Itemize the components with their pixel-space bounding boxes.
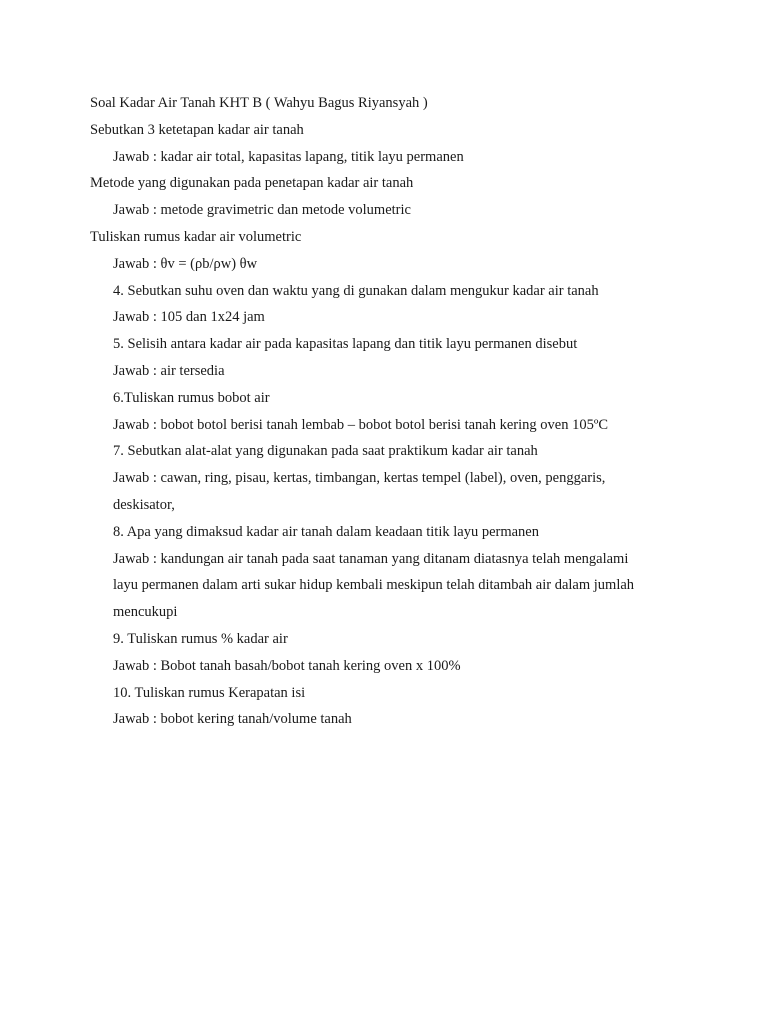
question-line: 7. Sebutkan alat-alat yang digunakan pada saat praktikum kadar air tanah	[113, 443, 538, 460]
document-body	[0, 90, 768, 733]
answer-line: Jawab : kadar air total, kapasitas lapang, titik layu permanen	[113, 148, 464, 165]
question-line: 6.Tuliskan rumus bobot air	[113, 389, 270, 406]
answer-line: Jawab : Bobot tanah basah/bobot tanah kering oven x 100%	[113, 657, 461, 674]
answer-line: Jawab : bobot kering tanah/volume tanah	[113, 711, 352, 728]
answer-line: Jawab : θv = (ρb/ρw) θw	[113, 255, 258, 272]
answer-line: Jawab : 105 dan 1x24 jam	[113, 309, 265, 326]
question-line: 9. Tuliskan rumus % kadar air	[113, 630, 288, 647]
answer-line-continued: layu permanen dalam arti sukar hidup kembali meskipun telah ditambah air dalam jumlah	[113, 577, 635, 594]
answer-line: Jawab : metode gravimetric dan metode volumetric	[113, 202, 411, 219]
question-line: 10. Tuliskan rumus Kerapatan isi	[113, 684, 306, 701]
answer-line: Jawab : kandungan air tanah pada saat tanaman yang ditanam diatasnya telah mengalami	[113, 550, 629, 567]
question-line: 5. Selisih antara kadar air pada kapasitas lapang dan titik layu permanen disebut	[113, 336, 578, 353]
answer-line-continued: deskisator,	[113, 496, 175, 513]
answer-line-continued: mencukupi	[113, 604, 178, 621]
document-title: Soal Kadar Air Tanah KHT B ( Wahyu Bagus Riyansyah )	[90, 95, 428, 111]
question-line: 4. Sebutkan suhu oven dan waktu yang di gunakan dalam mengukur kadar air tanah	[113, 282, 599, 299]
question-line: 8. Apa yang dimaksud kadar air tanah dalam keadaan titik layu permanen	[113, 523, 539, 540]
answer-line: Jawab : cawan, ring, pisau, kertas, timbangan, kertas tempel (label), oven, penggaris,	[113, 470, 606, 487]
question-line: Tuliskan rumus kadar air volumetric	[90, 228, 302, 245]
answer-line: Jawab : air tersedia	[113, 362, 225, 379]
question-line: Metode yang digunakan pada penetapan kadar air tanah	[90, 175, 414, 192]
answer-line: Jawab : bobot botol berisi tanah lembab – bobot botol berisi tanah kering oven 105ºC	[113, 416, 608, 433]
question-line: Sebutkan 3 ketetapan kadar air tanah	[90, 121, 304, 138]
